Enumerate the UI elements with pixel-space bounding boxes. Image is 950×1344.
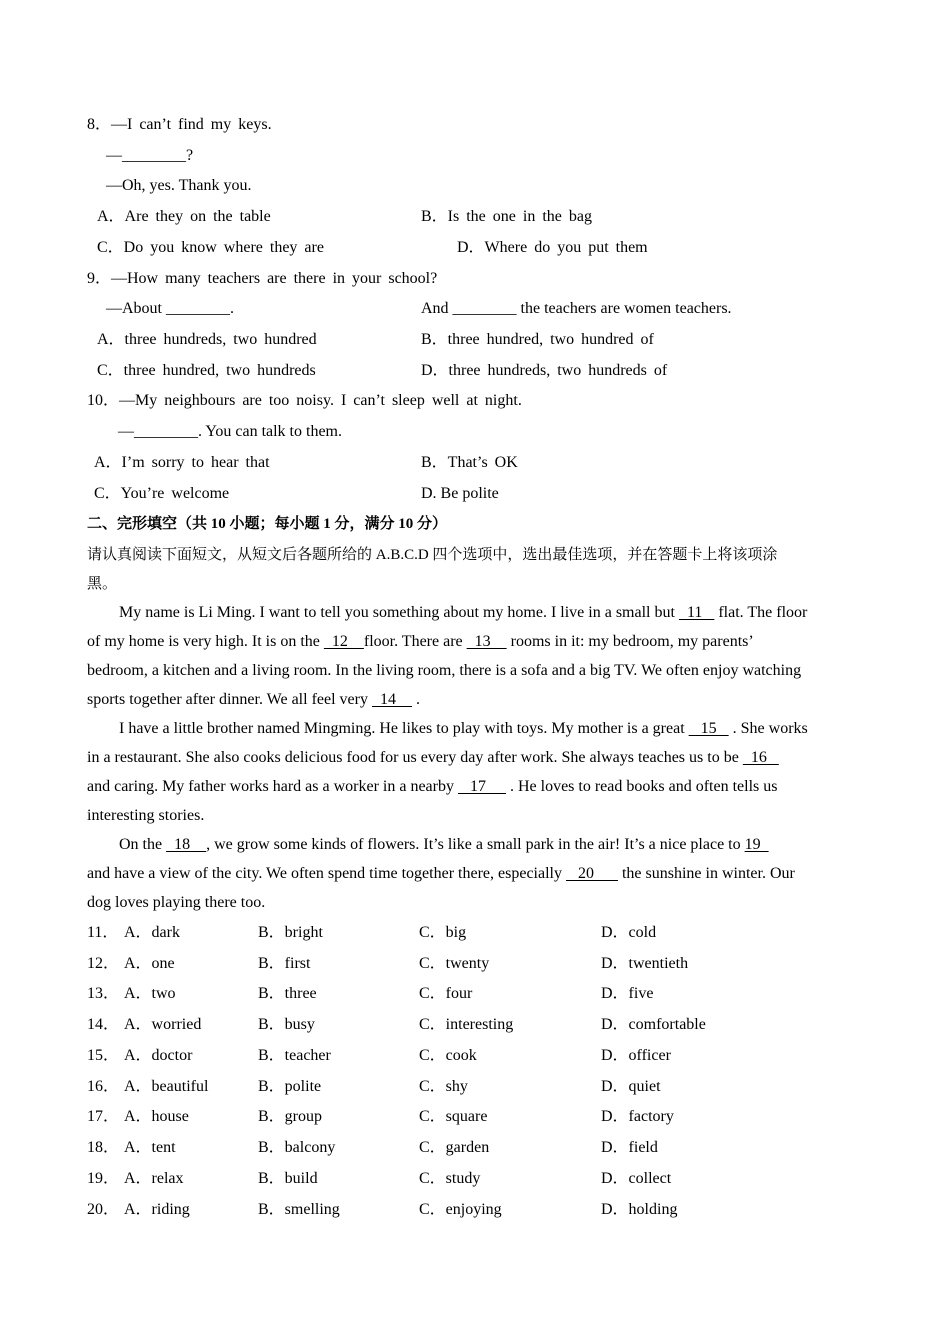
option-num: 18． xyxy=(87,1139,120,1156)
option-c: C．shy xyxy=(419,1078,468,1095)
passage-p2-line1 xyxy=(119,719,808,739)
option-c: C．cook xyxy=(419,1047,477,1064)
passage-text: rooms in it: my bedroom, my parents’ xyxy=(506,633,754,650)
q8-stem: 8．—I can’t find my keys. xyxy=(87,116,272,133)
passage-p2-line3 xyxy=(87,777,777,797)
option-d: D．five xyxy=(601,985,654,1002)
option-num: 20． xyxy=(87,1201,120,1218)
passage-text: . She works xyxy=(728,720,808,737)
passage-p3-line3: dog loves playing there too. xyxy=(87,894,266,911)
q9-line2b: And ________ the teachers are women teachers. xyxy=(421,300,732,317)
q9-option-b: B．three hundred, two hundred of xyxy=(421,331,654,348)
passage-text: of my home is very high. It is on the xyxy=(87,633,324,650)
passage-text: flat. The floor xyxy=(714,604,808,621)
option-b: B．busy xyxy=(258,1016,315,1033)
passage-text: the sunshine in winter. Our xyxy=(617,865,795,882)
option-b: B．first xyxy=(258,955,311,972)
option-d: D．cold xyxy=(601,924,657,941)
q9-option-a: A．three hundreds, two hundred xyxy=(97,331,317,348)
passage-text: and caring. My father works hard as a worker in a nearby xyxy=(87,778,458,795)
blank-16: 16 xyxy=(742,749,779,766)
q10-line2: —________. You can talk to them. xyxy=(118,423,342,440)
option-num: 11． xyxy=(87,924,119,941)
passage-p1-line4 xyxy=(87,690,420,710)
option-a: A．riding xyxy=(124,1201,190,1218)
option-d: D．officer xyxy=(601,1047,671,1064)
passage-text: On the xyxy=(119,836,167,853)
option-d: D．quiet xyxy=(601,1078,661,1095)
option-num: 19． xyxy=(87,1170,120,1187)
passage-p2-line2 xyxy=(87,748,779,768)
option-num: 13． xyxy=(87,985,120,1002)
section-heading: 二、完形填空（共 10 小题；每小题 1 分，满分 10 分） xyxy=(87,516,448,532)
blank-20: 20 xyxy=(565,865,618,882)
q10-stem: 10．—My neighbours are too noisy. I can’t sleep well at night. xyxy=(87,392,522,409)
option-b: B．polite xyxy=(258,1078,322,1095)
q8-option-b: B．Is the one in the bag xyxy=(421,208,592,225)
option-c: C．study xyxy=(419,1170,481,1187)
option-b: B．smelling xyxy=(258,1201,340,1218)
option-num: 12． xyxy=(87,955,120,972)
option-d: D．factory xyxy=(601,1108,674,1125)
option-a: A．beautiful xyxy=(124,1078,209,1095)
option-a: A．two xyxy=(124,985,176,1002)
q8-line3: —Oh, yes. Thank you. xyxy=(106,177,252,194)
passage-p2-line4: interesting stories. xyxy=(87,807,205,824)
q8-option-c: C．Do you know where they are xyxy=(97,239,324,256)
passage-text: . He loves to read books and often tells us xyxy=(505,778,778,795)
section-instruction-line1: 请认真阅读下面短文，从短文后各题所给的 A.B.C.D 四个选项中，选出最佳选项，并在答题卡上将该项涂 xyxy=(87,547,778,563)
q10-option-d: D. Be polite xyxy=(421,485,499,502)
option-a: A．house xyxy=(124,1108,189,1125)
passage-text: . xyxy=(411,691,420,708)
q9-line2a: —About ________. xyxy=(106,300,234,317)
blank-17: 17 xyxy=(457,778,506,795)
passage-text: , we grow some kinds of flowers. It’s like a small park in the air! It’s a nice place to xyxy=(206,836,745,853)
option-a: A．tent xyxy=(124,1139,176,1156)
section-instruction-line2: 黑。 xyxy=(87,576,118,592)
option-d: D．field xyxy=(601,1139,658,1156)
option-b: B．teacher xyxy=(258,1047,331,1064)
option-c: C．four xyxy=(419,985,473,1002)
passage-p3-line1 xyxy=(119,835,769,855)
option-num: 15． xyxy=(87,1047,120,1064)
option-d: D．twentieth xyxy=(601,955,689,972)
passage-p1-line2 xyxy=(87,632,754,652)
option-a: A．one xyxy=(124,955,175,972)
q8-line2: —________? xyxy=(106,147,194,164)
option-b: B．bright xyxy=(258,924,323,941)
q10-option-b: B．That’s OK xyxy=(421,454,518,471)
passage-text: floor. There are xyxy=(363,633,467,650)
option-a: A．relax xyxy=(124,1170,184,1187)
passage-text: in a restaurant. She also cooks delicious food for us every day after work. She always teaches us to be xyxy=(87,749,743,766)
blank-14: 14 xyxy=(371,691,412,708)
option-d: D．collect xyxy=(601,1170,672,1187)
option-c: C．enjoying xyxy=(419,1201,502,1218)
blank-18: 18 xyxy=(166,836,207,853)
passage-text: My name is Li Ming. I want to tell you something about my home. I live in a small but xyxy=(119,604,679,621)
blank-11: 11 xyxy=(678,604,715,621)
q10-option-c: C．You’re welcome xyxy=(94,485,230,502)
option-c: C．interesting xyxy=(419,1016,514,1033)
option-c: C．garden xyxy=(419,1139,490,1156)
q8-option-d: D．Where do you put them xyxy=(457,239,648,256)
option-num: 14． xyxy=(87,1016,120,1033)
option-b: B．balcony xyxy=(258,1139,336,1156)
blank-15: 15 xyxy=(688,720,729,737)
option-a: A．doctor xyxy=(124,1047,193,1064)
option-d: D．holding xyxy=(601,1201,678,1218)
option-b: B．group xyxy=(258,1108,323,1125)
option-num: 17． xyxy=(87,1108,120,1125)
q10-option-a: A．I’m sorry to hear that xyxy=(94,454,270,471)
option-b: B．three xyxy=(258,985,317,1002)
option-d: D．comfortable xyxy=(601,1016,706,1033)
option-c: C．twenty xyxy=(419,955,490,972)
passage-text: and have a view of the city. We often spend time together there, especially xyxy=(87,865,566,882)
q9-option-d: D．three hundreds, two hundreds of xyxy=(421,362,668,379)
passage-p1-line1 xyxy=(119,603,807,623)
blank-19: 19 xyxy=(744,836,769,853)
blank-12: 12 xyxy=(323,633,364,650)
passage-p1-line3: bedroom, a kitchen and a living room. In the living room, there is a sofa and a big TV. We often enjoy watching xyxy=(87,662,802,679)
q9-stem: 9．—How many teachers are there in your school? xyxy=(87,270,438,287)
option-a: A．dark xyxy=(124,924,180,941)
option-b: B．build xyxy=(258,1170,318,1187)
q8-option-a: A．Are they on the table xyxy=(97,208,271,225)
passage-text: sports together after dinner. We all feel very xyxy=(87,691,372,708)
option-c: C．square xyxy=(419,1108,488,1125)
option-c: C．big xyxy=(419,924,467,941)
q9-option-c: C．three hundred, two hundreds xyxy=(97,362,316,379)
option-a: A．worried xyxy=(124,1016,202,1033)
blank-13: 13 xyxy=(466,633,507,650)
passage-text: I have a little brother named Mingming. He likes to play with toys. My mother is a great xyxy=(119,720,689,737)
option-num: 16． xyxy=(87,1078,120,1095)
passage-p3-line2 xyxy=(87,864,795,884)
